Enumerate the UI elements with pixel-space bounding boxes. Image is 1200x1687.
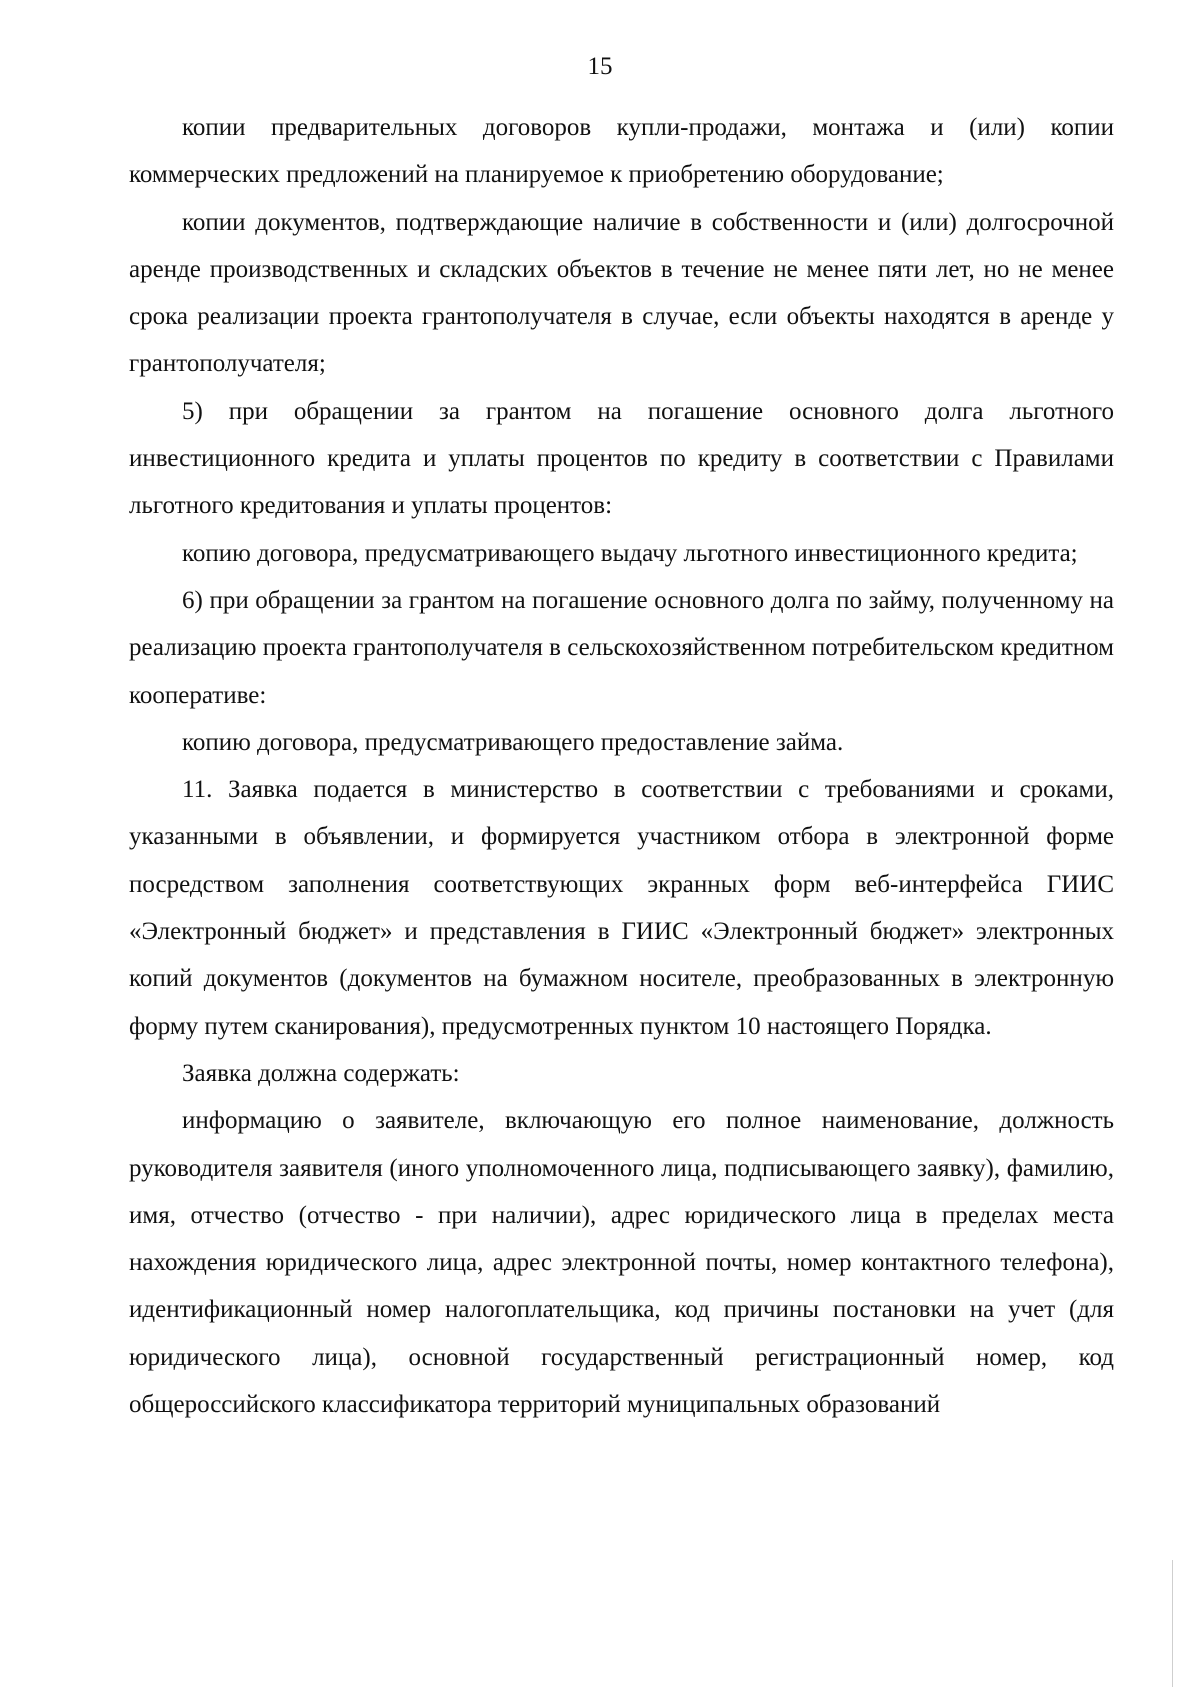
paragraph: информацию о заявителе, включающую его полное наименование, должность руководителя заявителя (иного уполномоченного лица, подписывающего заявку), фамилию, имя, отчество (отчество - при наличии), адрес юридического лица в пределах места нахождения юридического лица, адрес электронной почты, номер контактного телефона), идентификационный номер налогоплательщика, код причины постановки на учет (для юридического лица), основной государственный регистрационный номер, код общероссийского классификатора территорий муниципальных образований bbox=[129, 1107, 1114, 1419]
scan-edge-line bbox=[1172, 1560, 1173, 1687]
document-body bbox=[129, 104, 1114, 1428]
paragraph: копии документов, подтверждающие наличие в собственности и (или) долгосрочной аренде производственных и складских объектов в течение не менее пяти лет, но не менее срока реализации проекта грантополучателя в случае, если объекты находятся в аренде у грантополучателя; bbox=[129, 208, 1114, 378]
paragraph: 6) при обращении за грантом на погашение основного долга по займу, полученному на реализацию проекта грантополучателя в сельскохозяйственном потребительском кредитном кооперативе: bbox=[129, 586, 1114, 709]
paragraph: копии предварительных договоров купли-продажи, монтажа и (или) копии коммерческих предложений на планируемое к приобретению оборудование; bbox=[129, 114, 1114, 189]
paragraph: 5) при обращении за грантом на погашение основного долга льготного инвестиционного кредита и уплаты процентов по кредиту в соответствии с Правилами льготного кредитования и уплаты процентов: bbox=[129, 397, 1114, 520]
paragraph: копию договора, предусматривающего выдачу льготного инвестиционного кредита; bbox=[182, 539, 1078, 567]
page-number: 15 bbox=[587, 53, 613, 80]
paragraph: Заявка должна содержать: bbox=[182, 1059, 460, 1087]
paragraph: 11. Заявка подается в министерство в соответствии с требованиями и сроками, указанными в объявлении, и формируется участником отбора в электронной форме посредством заполнения соответствующих экранных форм веб-интерфейса ГИИС «Электронный бюджет» и представления в ГИИС «Электронный бюджет» электронных копий документов (документов на бумажном носителе, преобразованных в электронную форму путем сканирования), предусмотренных пунктом 10 настоящего Порядка. bbox=[129, 776, 1114, 1040]
paragraph: копию договора, предусматривающего предоставление займа. bbox=[182, 728, 844, 756]
